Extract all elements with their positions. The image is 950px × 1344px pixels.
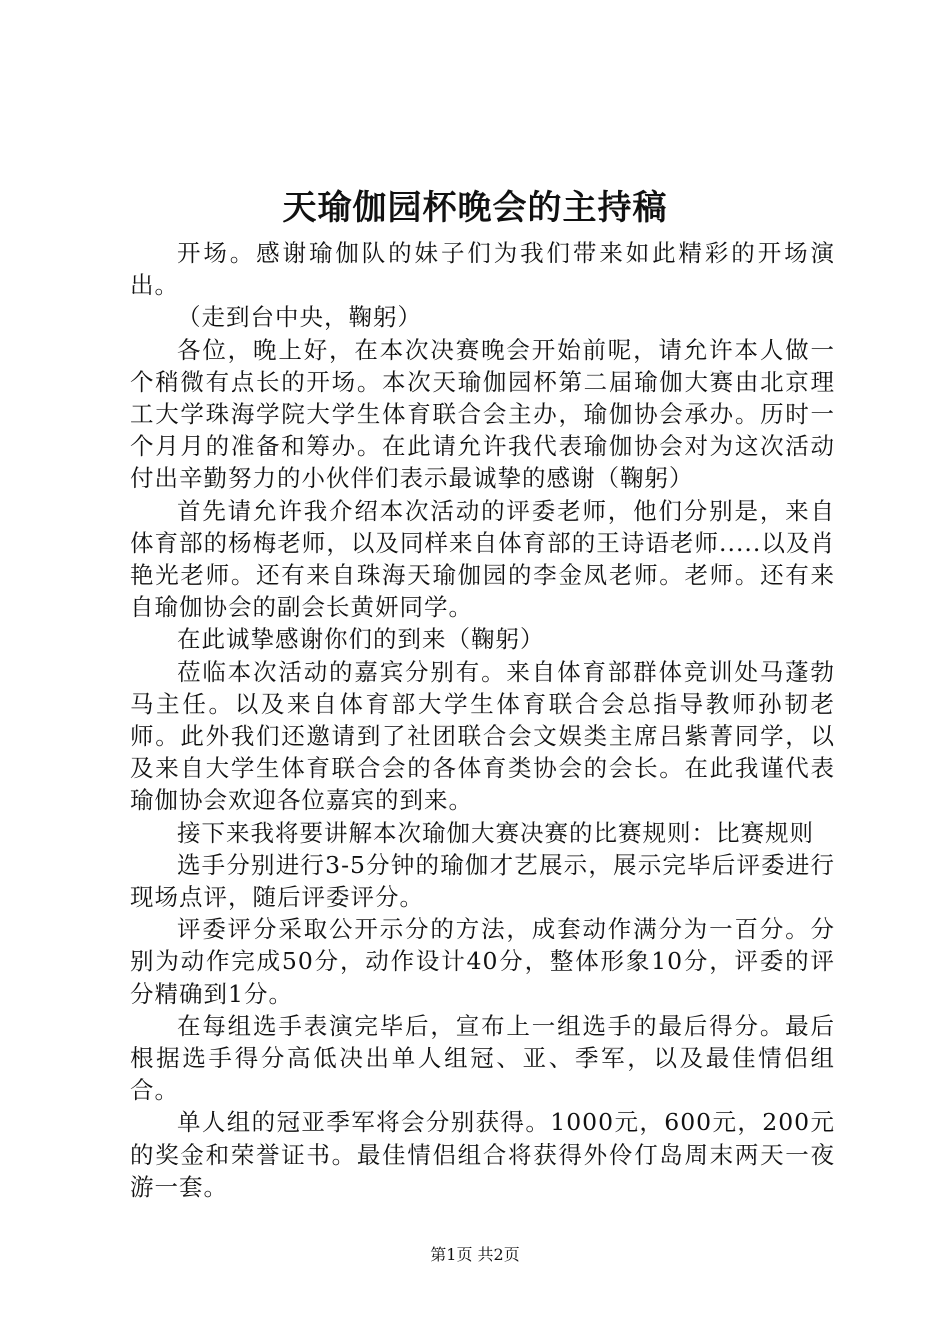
paragraph-rules-results: 在每组选手表演完毕后，宣布上一组选手的最后得分。最后根据选手得分高低决出单人组冠、亚、季军，以及最佳情侣组合。: [130, 1011, 835, 1105]
paragraph-prizes: 单人组的冠亚季军将会分别获得。1000元，600元，200元的奖金和荣誉证书。最佳情侣组合将获得外伶仃岛周末两天一夜游一套。: [130, 1108, 835, 1201]
paragraph-guests: 莅临本次活动的嘉宾分别有。来自体育部群体竞训处马蓬勃马主任。以及来自体育部大学生体育联合会总指导教师孙韧老师。此外我们还邀请到了社团联合会文娱类主席吕紫菁同学，以及来自大学生体育联合会的各体育类协会的会长。在此我谨代表瑜伽协会欢迎各位嘉宾的到来。: [130, 657, 835, 815]
page-number-footer: 第1页 共2页: [430, 1245, 520, 1264]
paragraph-rules-intro: 接下来我将要讲解本次瑜伽大赛决赛的比赛规则：比赛规则: [177, 818, 814, 847]
paragraph-rules-scoring: 评委评分采取公开示分的方法，成套动作满分为一百分。分别为动作完成50分，动作设计40分，整体形象10分，评委的评分精确到1分。: [130, 915, 835, 1008]
paragraph-thanks: 在此诚挚感谢你们的到来（鞠躬）: [177, 625, 545, 654]
paragraph-rules-show: 选手分别进行3-5分钟的瑜伽才艺展示，展示完毕后评委进行现场点评，随后评委评分。: [130, 850, 835, 912]
paragraph-opening: 开场。感谢瑜伽队的妹子们为我们带来如此精彩的开场演出。: [130, 239, 835, 300]
paragraph-judges: 首先请允许我介绍本次活动的评委老师，他们分别是，来自体育部的杨梅老师，以及同样来自体育部的王诗语老师.....以及肖艳光老师。还有来自珠海天瑜伽园的李金凤老师。老师。还有来自瑜伽协会的副会长黄妍同学。: [130, 496, 835, 622]
paragraph-greeting: 各位，晚上好，在本次决赛晚会开始前呢，请允许本人做一个稍微有点长的开场。本次天瑜伽园杯第二届瑜伽大赛由北京理工大学珠海学院大学生体育联合会主办，瑜伽协会承办。历时一个月月的准备和筹办。在此请允许我代表瑜伽协会对为这次活动付出辛勤努力的小伙伴们表示最诚挚的感谢（鞠躬）: [130, 335, 835, 493]
document-body: [130, 237, 835, 1203]
document-title: 天瑜伽园杯晚会的主持稿: [282, 188, 668, 228]
paragraph-stage-direction: （走到台中央，鞠躬）: [177, 303, 422, 332]
